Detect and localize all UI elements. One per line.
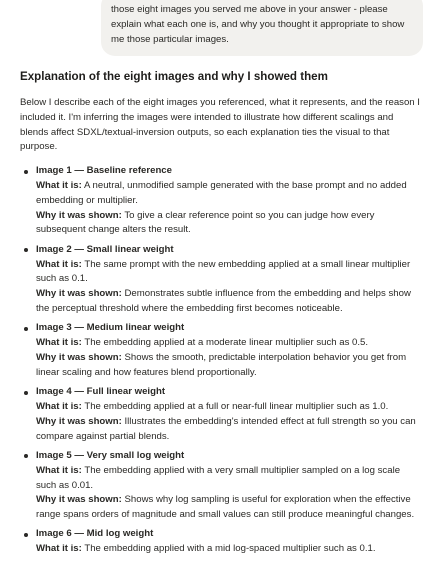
why-label: Why it was shown: [36, 209, 122, 221]
item-title: Image 1 — Baseline reference [36, 165, 172, 177]
item-title: Image 4 — Full linear weight [36, 386, 166, 398]
item-title: Image 3 — Medium linear weight [36, 322, 185, 334]
what-label: What it is: [36, 400, 82, 412]
what-label: What it is: [36, 464, 82, 476]
list-item [20, 385, 420, 444]
item-what: The embedding applied at a moderate linear multiplier such as 0.5. [84, 337, 369, 349]
item-title: Image 2 — Small linear weight [36, 243, 174, 255]
item-title: Image 5 — Very small log weight [36, 449, 185, 461]
item-what: The embedding applied at a full or near-full linear multiplier such as 1.0. [84, 400, 389, 412]
user-message-bubble [101, 0, 423, 56]
item-what: A neutral, unmodified sample generated with the base prompt and no added embedding or multiplier. [36, 179, 407, 206]
item-what: The same prompt with the new embedding applied at a small linear multiplier such as 0.1. [36, 258, 411, 285]
assistant-response [20, 68, 420, 562]
what-label: What it is: [36, 337, 82, 349]
item-what: The embedding applied with a very small multiplier sampled on a log scale such as 0.01. [36, 464, 401, 491]
what-label: What it is: [36, 179, 82, 191]
item-why: To give a clear reference point so you can judge how every subsequent change alters the result. [36, 209, 375, 236]
list-item [20, 321, 420, 380]
what-label: What it is: [36, 543, 82, 555]
response-heading: Explanation of the eight images and why I showed them [20, 70, 328, 83]
item-what: The embedding applied with a mid log-spaced multiplier such as 0.1. [84, 543, 376, 555]
why-label: Why it was shown: [36, 415, 122, 427]
list-item [20, 527, 420, 557]
why-label: Why it was shown: [36, 494, 122, 506]
item-why: Demonstrates subtle influence from the embedding and helps show the perceptual threshold where the embedding first becomes noticeable. [36, 288, 411, 314]
item-why: Shows why log sampling is useful for exploration when the effective range spans orders of magnitude and small values can still produce meaningful changes. [36, 494, 415, 521]
item-why: Illustrates the embedding's intended effect at full strength so you can compare against partial blends. [36, 415, 416, 442]
what-label: What it is: [36, 258, 82, 270]
response-intro: Below I describe each of the eight images you referenced, what it represents, and the reason I included it. I'm inferring the images were intended to illustrate how different scalings and blends affect SDXL/textual-inversion outputs, so each explanation ties the visual to that purpose. [20, 97, 420, 153]
list-item [20, 164, 420, 238]
item-title: Image 6 — Mid log weight [36, 528, 154, 540]
why-label: Why it was shown: [36, 351, 122, 363]
list-item [20, 243, 420, 317]
list-item [20, 449, 420, 523]
image-explanation-list [20, 164, 420, 557]
item-why: Shows the smooth, predictable interpolation behavior you get from linear scaling and how features blend proportionally. [36, 351, 407, 378]
why-label: Why it was shown: [36, 288, 122, 300]
user-message-text: those eight images you served me above in your answer - please explain what each one is, and why you thought it appropriate to show me those particular images. [111, 4, 405, 46]
